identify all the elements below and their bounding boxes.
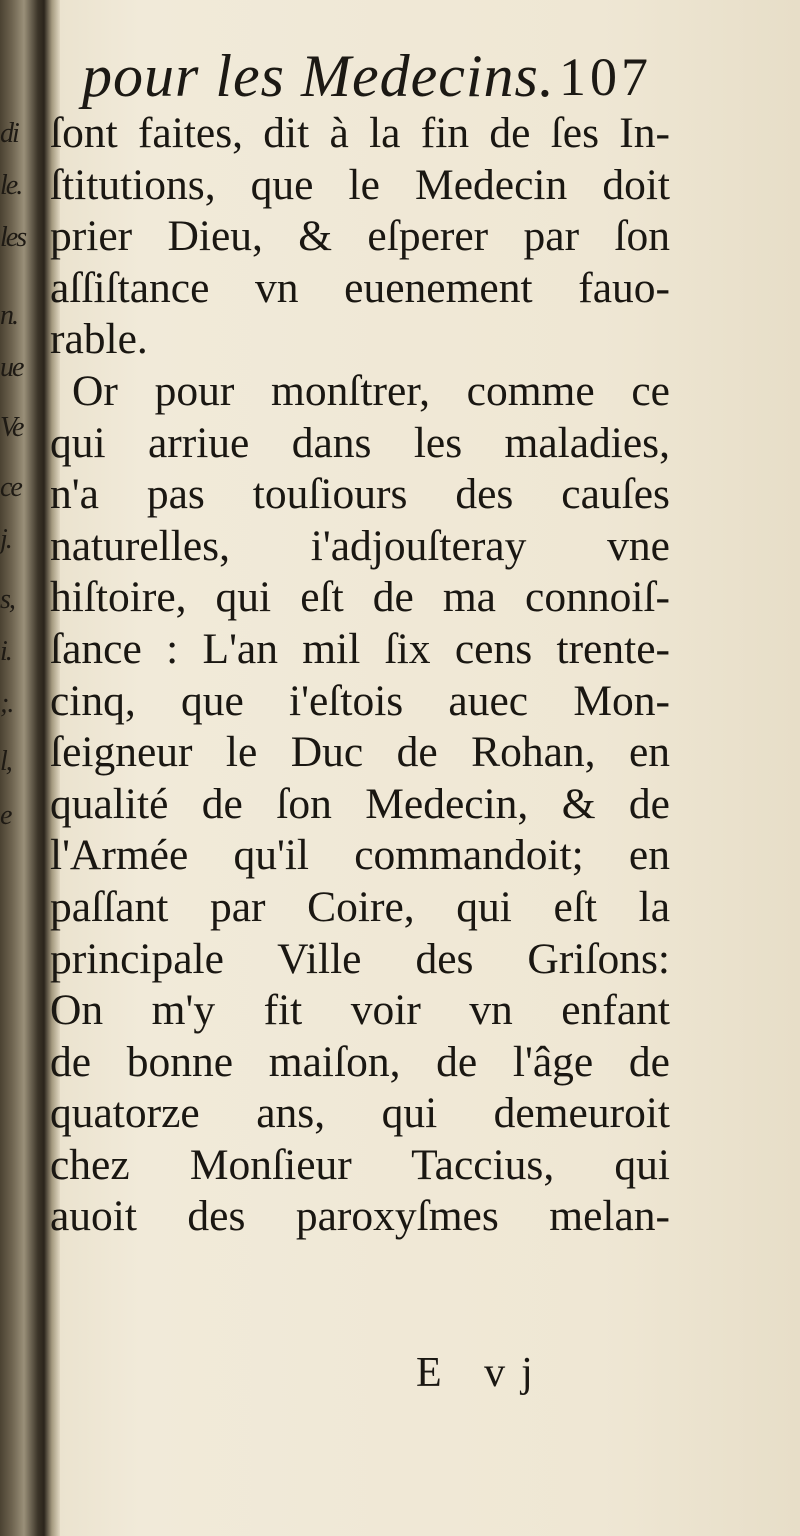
text-line: ſeigneur le Duc de Rohan, en: [50, 728, 670, 777]
text-line: aſſiſtance vn euenement fauo-: [50, 263, 670, 312]
gutter-fragment: l,: [0, 746, 11, 777]
gutter-fragment: ;.: [0, 688, 13, 719]
text-line: qualité de ſon Medecin, & de: [50, 779, 670, 828]
page-number: 107: [559, 47, 652, 107]
gutter-fragment: e: [0, 800, 11, 831]
text-line: On m'y fit voir vn enfant: [50, 986, 670, 1035]
text-line: de bonne maiſon, de l'âge de: [50, 1037, 670, 1086]
gutter-fragment: ue: [0, 352, 23, 383]
text-line: naturelles, i'adjouſteray vne: [50, 521, 670, 570]
gutter-fragment: ce: [0, 472, 21, 503]
text-line: qui arriue dans les maladies,: [50, 418, 670, 467]
gutter-fragment: i.: [0, 636, 11, 667]
text-line: auoit des paroxyſmes melan-: [50, 1192, 670, 1241]
gutter-fragment: s,: [0, 584, 14, 615]
running-title: pour les Medecins.: [82, 43, 555, 109]
gutter-fragment: j.: [0, 524, 11, 555]
text-line: hiſtoire, qui eſt de ma connoiſ-: [50, 573, 670, 622]
text-line: n'a pas touſiours des cauſes: [50, 470, 670, 519]
text-line: quatorze ans, qui demeuroit: [50, 1089, 670, 1138]
gutter-fragment: Ve: [0, 412, 23, 443]
text-line: l'Armée qu'il commandoit; en: [50, 831, 670, 880]
text-line: ſance : L'an mil ſix cens trente-: [50, 624, 670, 673]
gutter-fragment: les: [0, 222, 26, 253]
body-text: [50, 108, 670, 1243]
text-line: prier Dieu, & eſperer par ſon: [50, 212, 670, 261]
gutter-fragment: le.: [0, 170, 22, 201]
gutter-fragment: di: [0, 118, 18, 149]
catchword-signature: E vj: [416, 1350, 549, 1396]
text-line: ſtitutions, que le Medecin doit: [50, 160, 670, 209]
text-line: paſſant par Coire, qui eſt la: [50, 882, 670, 931]
text-line: Or pour monſtrer, comme ce: [72, 366, 670, 415]
page-header: [82, 42, 662, 112]
text-line: ſont faites, dit à la fin de ſes In-: [50, 109, 670, 157]
text-line: chez Monſieur Taccius, qui: [50, 1140, 670, 1189]
text-line: cinq, que i'eſtois auec Mon-: [50, 676, 670, 725]
gutter-fragment: n.: [0, 300, 17, 331]
text-line: rable.: [50, 315, 148, 364]
text-line: principale Ville des Griſons:: [50, 934, 670, 983]
